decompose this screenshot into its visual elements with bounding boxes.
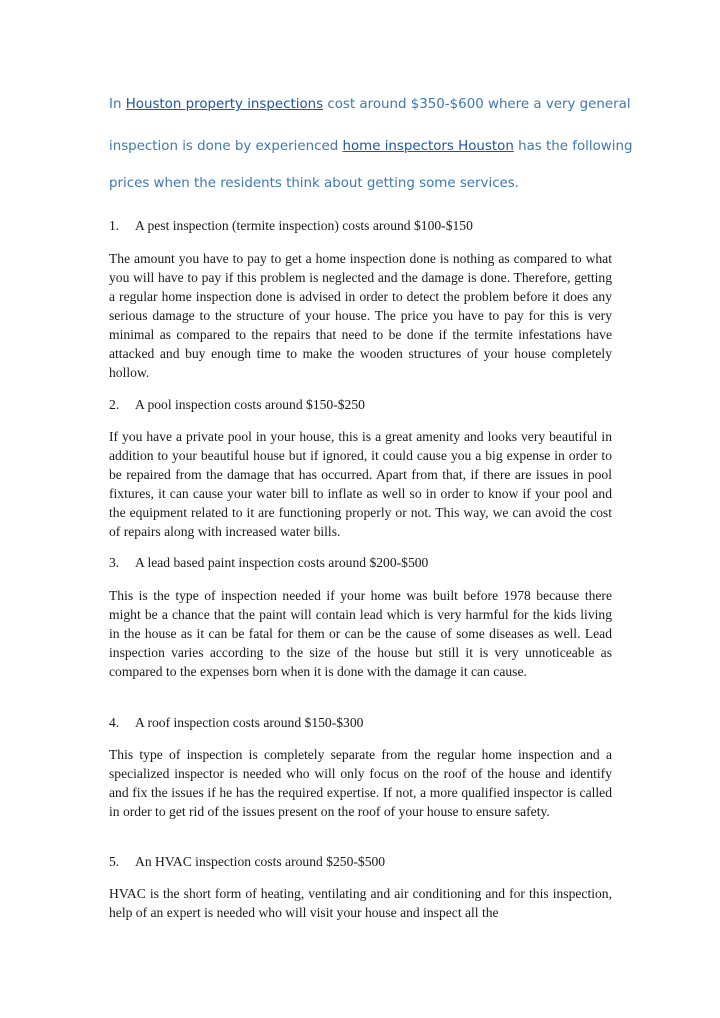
intro-line-1 — [109, 97, 631, 112]
home-inspectors-houston-link[interactable]: home inspectors Houston — [342, 139, 514, 154]
section-number: 4. — [109, 715, 120, 730]
section-paragraph: The amount you have to pay to get a home inspection done is nothing as compared to what you will have to pay if this problem is neglected and the damage is done. Therefore, getting a regular home inspection done is advised in order to detect the problem before it does any serious damage to the structure of your house. The price you have to pay for this is very minimal as compared to the repairs that need to be done if the termite infestations have attacked and buy enough time to make the wooden structures of your house completely hollow. — [109, 251, 612, 380]
section-heading — [109, 395, 612, 414]
section-number: 2. — [109, 397, 120, 412]
section-heading-text: An HVAC inspection costs around $250-$500 — [135, 854, 386, 869]
section-heading — [109, 713, 612, 732]
section-paragraph: This type of inspection is completely separate from the regular home inspection and a specialized inspector is needed who will only focus on the roof of the house and identify and fix the issues if he has the required expertise. If not, a more qualified inspector is called in order to get rid of the issues present on the roof of your house to ensure safety. — [109, 747, 612, 819]
section-heading — [109, 553, 612, 572]
section-paragraph: HVAC is the short form of heating, ventilating and air conditioning and for this inspection, help of an expert is needed who will visit your house and inspect all the — [109, 886, 612, 920]
intro-text: inspection is done by experienced — [109, 139, 343, 154]
section-heading-text: A lead based paint inspection costs around $200-$500 — [135, 555, 429, 570]
section-paragraph: If you have a private pool in your house, this is a great amenity and looks very beautiful in addition to your beautiful house but if ignored, it could cause you a big expense in order to be repaired from the damage that has occurred. Apart from that, if there are issues in pool fixtures, it can cause your water bill to inflate as well so in order to know if your pool and the equipment related to it are functioning properly or not. This way, we can avoid the cost of repairs along with increased water bills. — [109, 429, 612, 539]
intro-line-3: prices when the residents think about getting some services. — [109, 176, 520, 191]
section-heading-text: A pest inspection (termite inspection) costs around $100-$150 — [135, 218, 473, 233]
section-number: 3. — [109, 555, 120, 570]
section-number: 5. — [109, 854, 120, 869]
section-paragraph: This is the type of inspection needed if your home was built before 1978 because there might be a chance that the paint will contain lead which is very harmful for the kids living in the house as it can be fatal for them or can be the cause of some diseases as well. Lead inspection varies according to the size of the house but still it is very unnoticeable as compared to the expenses born when it is done with the damage it can cause. — [109, 588, 612, 679]
section-number: 1. — [109, 218, 120, 233]
intro-text: In — [109, 97, 126, 112]
intro-line-2 — [109, 139, 633, 154]
section-heading — [109, 852, 612, 871]
section-heading-text: A roof inspection costs around $150-$300 — [135, 715, 364, 730]
section-heading — [109, 216, 612, 235]
section-heading-text: A pool inspection costs around $150-$250 — [135, 397, 365, 412]
intro-text: has the following — [513, 139, 633, 154]
houston-property-inspections-link[interactable]: Houston property inspections — [125, 97, 324, 112]
intro-text: cost around $350-$600 where a very general — [323, 97, 631, 112]
